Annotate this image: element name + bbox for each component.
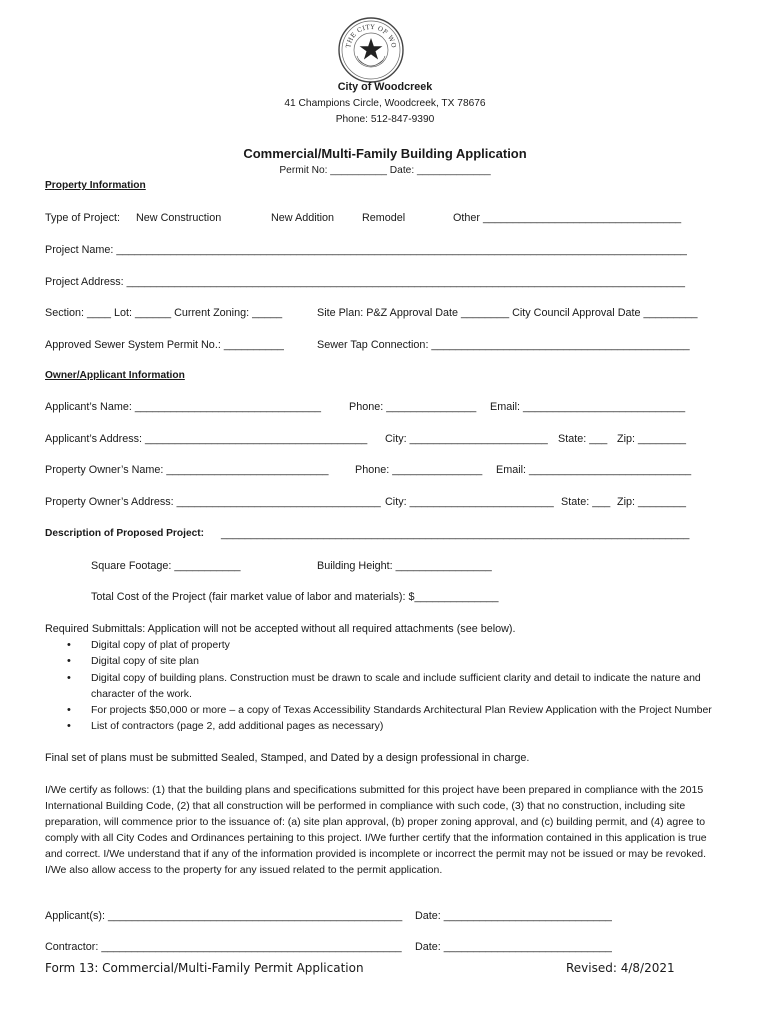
- submittal-item: • Digital copy of plat of property: [45, 637, 725, 653]
- building-height-field: Building Height: ________________: [317, 560, 492, 572]
- applicant-zip-field: Zip: ________: [617, 433, 687, 445]
- project-type-new-construction: New Construction: [136, 212, 222, 224]
- form-footer-name: Form 13: Commercial/Multi-Family Permit Application: [45, 961, 364, 975]
- applicant-name-field: Applicant’s Name: _______________________________: [45, 401, 321, 413]
- project-type-remodel: Remodel: [362, 212, 406, 224]
- applicant-state-field: State: ___: [558, 433, 608, 445]
- project-address-field: Project Address: _____________________________________________________________________________________________: [45, 276, 686, 288]
- owner-phone-field: Phone: _______________: [355, 464, 483, 476]
- owner-email-field: Email: ___________________________: [496, 464, 692, 476]
- project-type-new-addition: New Addition: [271, 212, 335, 224]
- owner-state-field: State: ___: [561, 496, 611, 508]
- form-title: Commercial/Multi-Family Building Application: [243, 146, 527, 161]
- contractor-signature-line: Contractor: __________________________________________________: [45, 941, 402, 953]
- applicant-address-field: Applicant’s Address: _____________________________________: [45, 433, 368, 445]
- owner-name-field: Property Owner’s Name: ___________________________: [45, 464, 329, 476]
- submittals-intro: Required Submittals: Application will not be accepted without all required attachments (see below).: [45, 623, 516, 635]
- applicant-city-field: City: _______________________: [385, 433, 548, 445]
- owner-zip-field: Zip: ________: [617, 496, 687, 508]
- submittal-item: • For projects $50,000 or more – a copy of Texas Accessibility Standards Architectural Plan Review Application with the Project Number: [45, 702, 725, 718]
- owner-city-field: City: ________________________: [385, 496, 554, 508]
- city-phone: Phone: 512-847-9390: [335, 114, 435, 125]
- submittal-item: • List of contractors (page 2, add additional pages as necessary): [45, 718, 725, 734]
- project-description-label: Description of Proposed Project:: [45, 528, 205, 539]
- submittals-list: [45, 637, 725, 735]
- project-description-line: ______________________________________________________________________________: [221, 528, 690, 540]
- svg-text:THE CITY OF WOODCREEK: THE CITY OF WO: [345, 23, 398, 49]
- city-name: City of Woodcreek: [337, 81, 433, 93]
- property-info-heading: Property Information: [45, 180, 146, 191]
- submittal-item: • Digital copy of building plans. Construction must be drawn to scale and include sufficient clarity and detail to indicate the nature and character of the work.: [45, 670, 725, 703]
- applicant-email-field: Email: ___________________________: [490, 401, 686, 413]
- sewer-permit-field: Approved Sewer System Permit No.: __________: [45, 339, 284, 351]
- project-type-other-field: Other _________________________________: [453, 212, 682, 224]
- applicant-signature-line: Applicant(s): _________________________________________________: [45, 910, 403, 922]
- city-seal-icon: [337, 16, 405, 84]
- form-footer-revised: Revised: 4/8/2021: [566, 961, 675, 975]
- submittal-item: • Digital copy of site plan: [45, 653, 725, 669]
- applicant-date-line: Date: ____________________________: [415, 910, 612, 922]
- total-cost-field: Total Cost of the Project (fair market value of labor and materials): $______________: [91, 591, 499, 603]
- city-address: 41 Champions Circle, Woodcreek, TX 78676: [284, 98, 486, 109]
- permit-number-date-line: Permit No: __________ Date: _____________: [279, 165, 491, 176]
- final-plans-note: Final set of plans must be submitted Sealed, Stamped, and Dated by a design professional in charge.: [45, 752, 530, 764]
- section-lot-zoning-fields: Section: ____ Lot: ______ Current Zoning: _____: [45, 307, 283, 319]
- applicant-phone-field: Phone: _______________: [349, 401, 477, 413]
- owner-address-field: Property Owner’s Address: __________________________________: [45, 496, 381, 508]
- project-type-label: Type of Project:: [45, 212, 121, 224]
- square-footage-field: Square Footage: ___________: [91, 560, 241, 572]
- contractor-date-line: Date: ____________________________: [415, 941, 612, 953]
- project-name-field: Project Name: _______________________________________________________________________________________________: [45, 244, 687, 256]
- certification-paragraph: I/We certify as follows: (1) that the building plans and specifications submitted for this project have been prepared in compliance with the 2015 International Building Code, (2) that all construction will be performed in compliance with such code, (3) that no construction, including site preparation, will commence prior to the issuance of: (a) site plan approval, (b) proper zoning approval, and (c) building permit, and (4) agree to comply with all City Codes and Ordinances pertaining to this project. I/We further certify that the information contained in this application is true and correct. I/We understand that if any of the information provided is incomplete or incorrect the permit may not be issued or may be revoked. I/We also allow access to the property for any issued related to the permit application.: [45, 784, 707, 876]
- site-plan-approval-fields: Site Plan: P&Z Approval Date ________ City Council Approval Date _________: [317, 307, 698, 319]
- sewer-tap-field: Sewer Tap Connection: ___________________________________________: [317, 339, 690, 351]
- owner-info-heading: Owner/Applicant Information: [45, 370, 185, 381]
